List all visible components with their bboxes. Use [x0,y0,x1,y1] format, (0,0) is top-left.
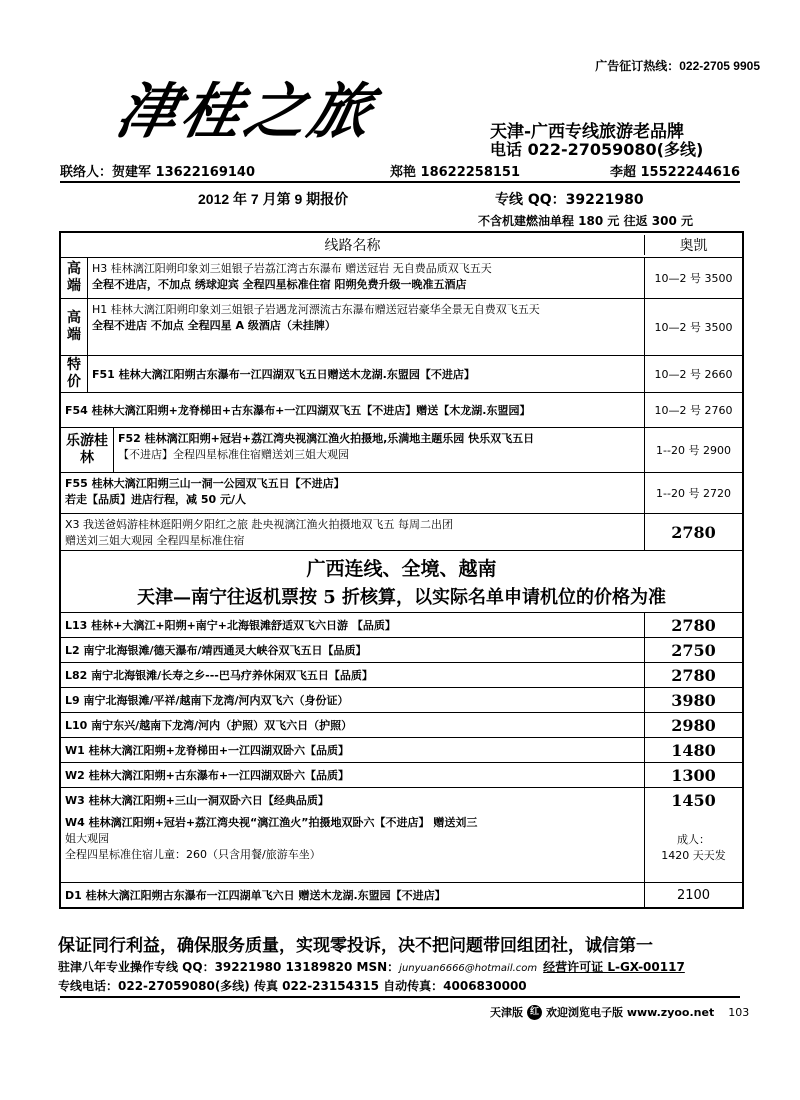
table-row [61,514,742,551]
service-slogan: 保证同行利益，确保服务质量，实现零投诉，决不把问题带回组团社，诚信第一 [58,936,653,956]
route-column-header: 线路名称 [61,235,645,255]
contact-1: 联络人：贺建军 13622169140 [60,165,256,180]
phone-fax: 专线电话：022-27059080(多线) 传真 022-23154315 自动传真：4006830000 [58,979,527,993]
route-text: X3 我送爸妈游桂林逛阳朔夕阳红之旅 赴央视漓江渔火拍摄地双飞五 每周二出团 赠送刘三姐大观园 全程四星标准住宿 [61,514,645,550]
qq-number: 专线 QQ：39221980 [495,192,644,208]
route-price: 1300 [671,765,716,785]
route-price: 10—2 号 2760 [654,404,733,417]
route-text: H3 桂林漓江阳朔印象刘三姐银子岩荔江湾古东瀑布 赠送冠岩 无自费品质双飞五天 全程不进店，不加点 绣球迎宾 全程四星标准住宿 阳朔免费升级一晚准五酒店 [88,258,645,298]
route-text: L82 南宁北海银滩/长寿之乡---巴马疗养休闲双飞五日【品质】 [61,663,645,687]
table-row [61,738,742,763]
table-row [61,473,742,514]
route-text: L10 南宁东兴/越南下龙湾/河内（护照）双飞六日（护照） [61,713,645,737]
contact-3: 李超 15522244616 [609,165,740,180]
price-column-header: 奥凯 [679,238,708,254]
table-row [61,258,742,299]
route-price: 10—2 号 2660 [654,368,733,381]
route-price: 10—2 号 3500 [654,272,733,285]
edition-label: 天津版 [490,1006,523,1019]
table-header [61,233,742,258]
msn-address: junyuan6666@hotmail.com [399,963,538,974]
table-row [61,638,742,663]
table-row [61,393,742,428]
route-price: 1450 [671,790,716,810]
table-row [61,883,742,907]
route-text: H1 桂林大漓江阳朔印象刘三姐银子岩遇龙河漂流古东瀑布赠送冠岩豪华全景无自费双飞五天 全程不进店 不加点 全程四星 A 级酒店（未挂牌） [88,299,645,355]
license-number: 经营许可证 L-GX-00117 [543,960,685,974]
route-price: 2780 [671,522,716,542]
route-text: W2 桂林大漓江阳朔+古东瀑布+一江四湖双卧六【品质】 [61,763,645,787]
banner-title: 广西连线、全境、越南 [306,558,497,580]
route-text: W4 桂林漓江阳朔+冠岩+荔江湾央视“漓江渔火”拍摄地双卧六【不进店】 赠送刘三 姐大观园 全程四星标准住宿儿童：260（只含用餐/旅游车坐） [61,812,645,882]
page-number: 103 [728,1005,750,1019]
price-table [59,231,744,909]
route-text: W1 桂林大漓江阳朔+龙脊梯田+一江四湖双卧六【品质】 [61,738,645,762]
ops-contact: 驻津八年专业操作专线 QQ：39221980 13189820 MSN：junyuan6666@hotmail.com 经营许可证 L-GX-00117 [58,960,685,974]
category-label: 特价 [61,356,88,392]
route-price: 2980 [671,715,716,735]
route-price: 2750 [671,640,716,660]
category-label: 乐游桂林 [61,428,114,472]
browse-link[interactable]: 欢迎浏览电子版 www.zyoo.net [546,1006,715,1019]
badge-icon: 红 [527,1005,542,1020]
issue-period: 2012 年 7 月第 9 期报价 [198,191,349,207]
route-text: F54 桂林大漓江阳朔+龙脊梯田+古东瀑布+一江四湖双飞五【不进店】赠送【木龙湖.东盟园】 [61,393,645,427]
table-row [61,713,742,738]
table-row [61,428,742,473]
banner-subtitle: 天津—南宁往返机票按 5 折核算，以实际名单申请机位的价格为准 [136,587,667,608]
table-row [61,812,742,883]
route-price: 1--20 号 2900 [656,444,731,457]
table-row [61,356,742,393]
brand-tagline: 天津-广西专线旅游老品牌 [490,122,685,142]
category-label: 高端 [61,299,88,355]
route-text: F51 桂林大漓江阳朔古东瀑布一江四湖双飞五日赠送木龙湖.东盟园【不进店】 [88,356,645,392]
route-text: L13 桂林+大漓江+阳朔+南宁+北海银滩舒适双飞六日游 【品质】 [61,613,645,637]
route-price: 2780 [671,665,716,685]
route-price: 2780 [671,615,716,635]
route-price: 2100 [676,887,711,903]
route-text: D1 桂林大漓江阳朔古东瀑布一江四湖单飞六日 赠送木龙湖.东盟园【不进店】 [61,883,645,907]
route-text: L9 南宁北海银滩/平祥/越南下龙湾/河内双飞六（身份证） [61,688,645,712]
page-footer [490,1004,749,1020]
contact-2: 郑艳 18622258151 [390,165,521,180]
brand-phone: 电话 022-27059080(多线) [490,140,704,159]
route-text: L2 南宁北海银滩/德天瀑布/靖西通灵大峡谷双飞五日【品质】 [61,638,645,662]
route-text: W3 桂林大漓江阳朔+三山一洞双卧六日【经典品质】 [61,788,645,812]
route-list [61,613,742,812]
brand-logo: 津桂之旅 [110,77,382,147]
route-price: 10—2 号 3500 [654,321,733,334]
route-price: 1480 [671,740,716,760]
route-text: F55 桂林大漓江阳朔三山一洞一公园双飞五日【不进店】 若走【品质】进店行程，减 50 元/人 [61,473,645,513]
route-price: 3980 [671,690,716,710]
table-row [61,299,742,356]
category-label: 高端 [61,258,88,298]
table-row [61,613,742,638]
table-row [61,688,742,713]
route-price: 1--20 号 2720 [656,487,731,500]
fuel-note: 不含机建燃油单程 180 元 往返 300 元 [478,214,693,228]
table-row [61,763,742,788]
table-row [61,663,742,688]
footer-divider [60,996,740,998]
region-banner [61,551,742,613]
route-price: 成人： 1420 天天发 [661,833,726,862]
route-text: F52 桂林漓江阳朔+冠岩+荔江湾央视漓江渔火拍摄地,乐满地主题乐园 快乐双飞五日 【不进店】全程四星标准住宿赠送刘三姐大观园 [114,428,645,472]
contacts-bar [60,161,740,183]
ad-hotline: 广告征订热线：022-2705 9905 [595,59,760,73]
table-row [61,788,742,812]
